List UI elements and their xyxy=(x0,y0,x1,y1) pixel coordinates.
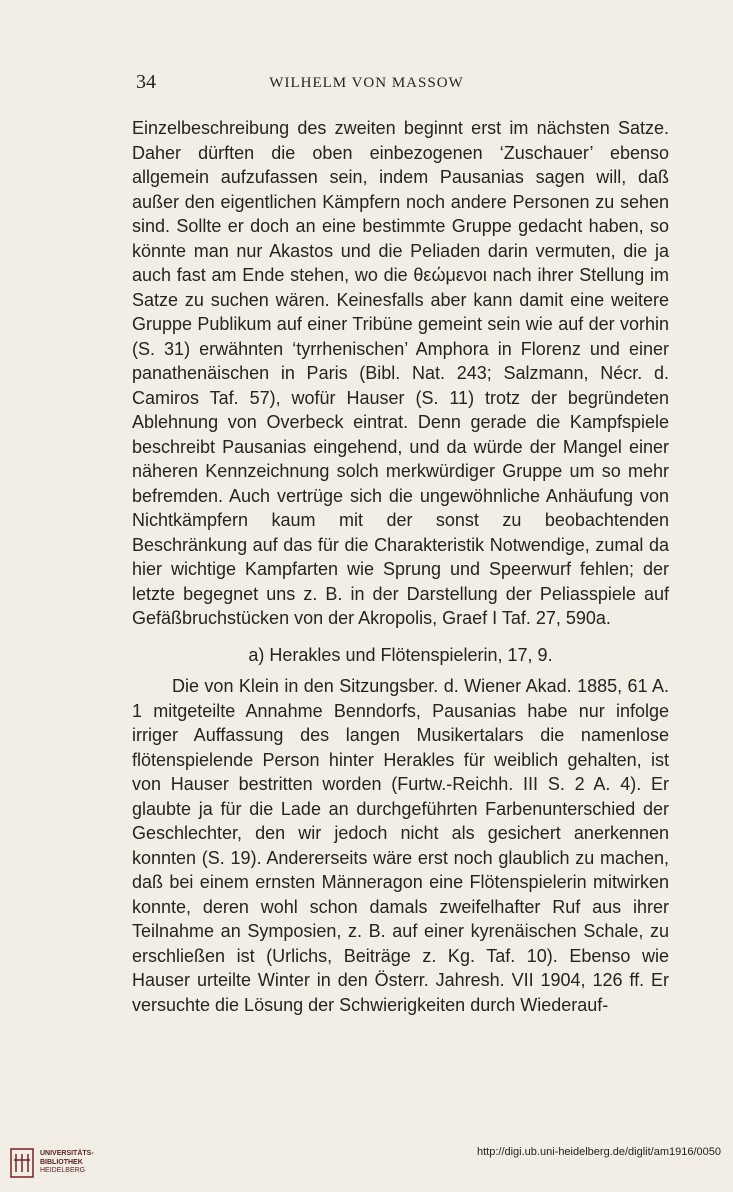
library-logo[interactable] xyxy=(10,1146,140,1182)
body-text-upper xyxy=(132,116,669,631)
logo-line: HEIDELBERG xyxy=(40,1167,86,1174)
paragraph: Die von Klein in den Sitzungsber. d. Wiener Akad. 1885, 61 A. 1 mitgeteilte Annahme Benndorfs, Pausanias habe nur infolge irriger Auffassung des langen Musikertalars die namenlose flötenspielende Person hinter Herakles für weiblich gehalten, ist von Hauser bestritten worden (Furtw.-Reichh. III S. 2 A. 4). Er glaubte ja für die Lade an durchgeführten Farbenunterschied der Geschlechter, den wir jedoch nicht als gesichert anerkennen konnten (S. 19). Andererseits wäre erst noch glaublich zu machen, daß bei einem ernsten Männeragon eine Flötenspielerin mitwirken konnte, deren wohl schon damals zweifelhafter Ruf aus ihrer Teilnahme an Symposien, z. B. auf einer kyrenäischen Schale, zu erschließen ist (Urlichs, Beiträge z. Kg. Taf. 10). Ebenso wie Hauser urteilte Winter in den Österr. Jahresh. VII 1904, 126 ff. Er versuchte die Lösung der Schwierigkeiten durch Wiederauf- xyxy=(132,676,669,1015)
page-number: 34 xyxy=(136,71,156,93)
section-heading: a) Herakles und Flötenspielerin, 17, 9. xyxy=(248,645,553,665)
logo-line: BIBLIOTHEK xyxy=(40,1158,83,1166)
body-text-lower xyxy=(132,674,669,1017)
running-title: WILHELM VON MASSOW xyxy=(269,75,464,91)
library-emblem-icon xyxy=(10,1148,34,1178)
paragraph: Einzelbeschreibung des zweiten beginnt erst im nächsten Satze. Daher dürften die oben einbezogenen ‘Zuschauer’ ebenso allgemein aufzufassen sein, indem Pausanias sagen will, daß außer den eigentlichen Kämpfern noch andere Personen zu sehen sind. Sollte er doch an eine bestimmte Gruppe gedacht haben, so könnte man nur Akastos und die Peliaden darin vermuten, die ja auch fast am Ende stehen, wo die θεώμενοι nach ihrer Stellung im Satze zu suchen wären. Keinesfalls aber kann damit eine weitere Gruppe Publikum auf einer Tribüne gemeint sein wie auf der vorhin (S. 31) erwähnten ‘tyrrhenischen’ Amphora in Florenz und einer panathenäischen in Paris (Bibl. Nat. 243; Salzmann, Nécr. d. Camiros Taf. 57), wofür Hauser (S. 11) trotz der begründeten Ablehnung von Overbeck eintrat. Denn gerade die Kampfspiele beschreibt Pausanias eingehend, und da würde der Mangel einer näheren Kennzeichnung solch merkwürdiger Gruppe um so mehr befremden. Auch vertrüge sich die ungewöhnliche Anhäufung von Nichtkämpfern kaum mit der sonst zu beobachtenden Beschränkung auf das für die Charakteristik Notwendige, zumal da hier wichtige Kampfarten wie Sprung und Speerwurf fehlen; der letzte begegnet uns z. B. in der Darstellung der Peliasspiele auf Gefäßbruchstücken von der Akropolis, Graef I Taf. 27, 590a. xyxy=(132,118,669,628)
logo-line: UNIVERSITÄTS- xyxy=(40,1150,94,1157)
source-url-link[interactable]: http://digi.ub.uni-heidelberg.de/diglit/am1916/0050 xyxy=(476,1146,721,1158)
